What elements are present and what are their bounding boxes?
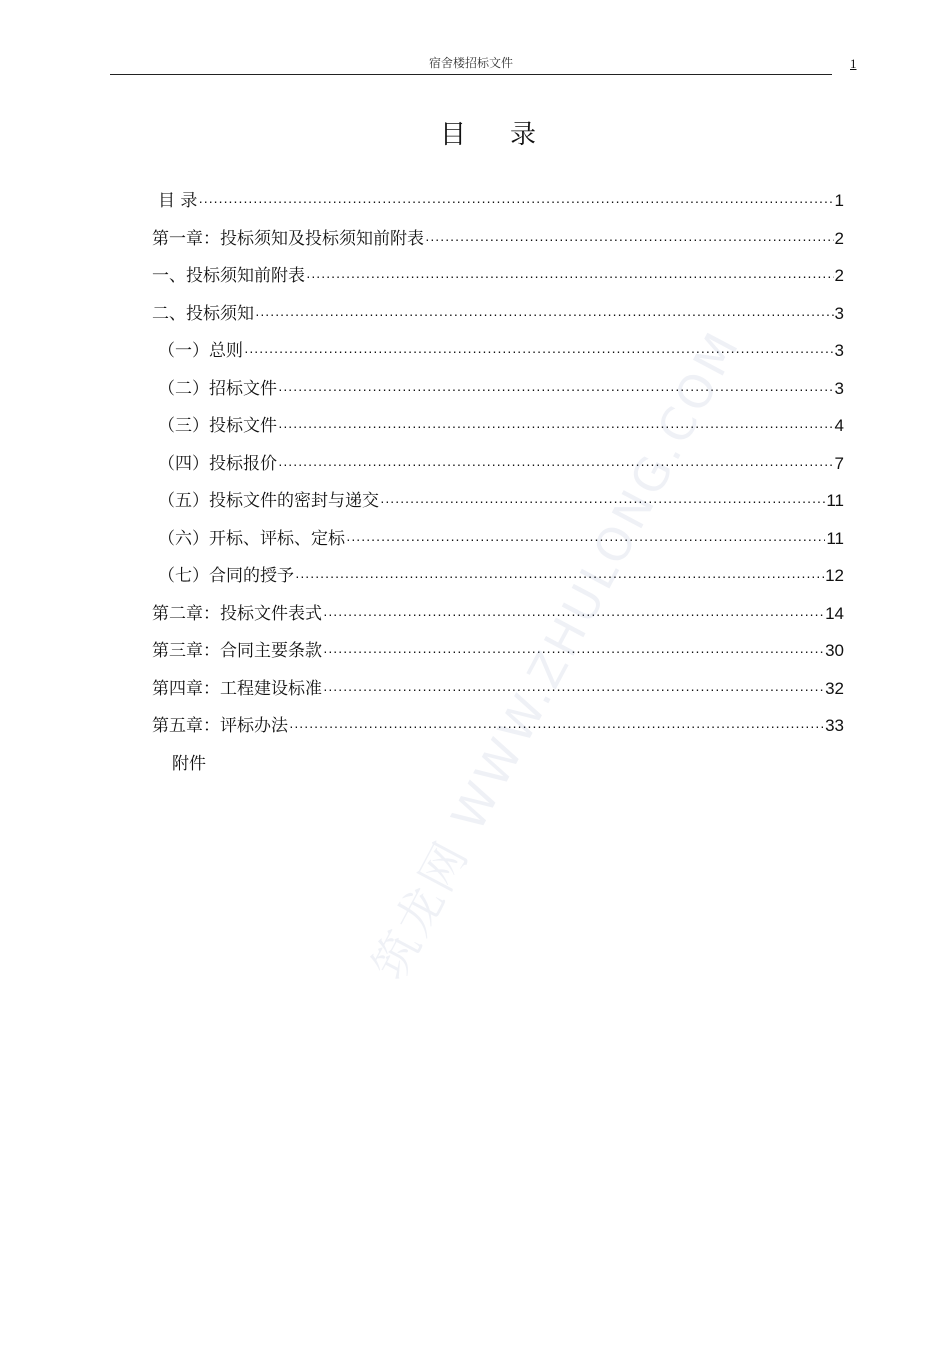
page-number: 1 bbox=[850, 56, 857, 71]
toc-entry-page: 33 bbox=[825, 716, 844, 735]
toc-entry[interactable] bbox=[152, 261, 844, 299]
watermark: 筑龙网 WWW.ZHULONG.COM bbox=[361, 320, 751, 989]
toc-entry-label: （五）投标文件的密封与递交 bbox=[158, 491, 379, 511]
toc-entry-label: 二、投标须知 bbox=[152, 303, 254, 324]
toc-entry-label: 第二章：投标文件表式 bbox=[152, 603, 322, 624]
page-header bbox=[110, 54, 832, 75]
toc-entry-label: （二）招标文件 bbox=[158, 378, 277, 399]
toc-entry[interactable] bbox=[152, 599, 844, 637]
dot-leader bbox=[278, 456, 834, 472]
dot-leader bbox=[255, 306, 834, 322]
toc-title-right: 录 bbox=[510, 120, 537, 150]
toc-entry-label: （六）开标、评标、定标 bbox=[158, 528, 345, 549]
toc-entry-page: 7 bbox=[834, 453, 844, 473]
toc-entry-page: 3 bbox=[834, 378, 844, 398]
toc-entry[interactable] bbox=[152, 411, 844, 449]
dot-leader bbox=[198, 193, 833, 209]
dot-leader bbox=[278, 381, 834, 397]
toc-title-left: 目 bbox=[439, 120, 466, 150]
toc-title bbox=[0, 114, 950, 151]
toc-entry-label: 第五章：评标办法 bbox=[152, 716, 288, 736]
toc-entry[interactable] bbox=[152, 224, 844, 262]
toc-entry-page: 3 bbox=[834, 303, 844, 323]
toc-entry[interactable] bbox=[152, 449, 844, 487]
toc-entry-page: 30 bbox=[825, 641, 844, 660]
toc-entry-page: 1 bbox=[834, 191, 844, 210]
toc-entry[interactable] bbox=[152, 636, 844, 674]
toc-entry[interactable] bbox=[152, 299, 844, 337]
toc-entry-page: 14 bbox=[825, 603, 844, 623]
toc-entry[interactable] bbox=[152, 186, 844, 224]
header-title: 宿舍楼招标文件 bbox=[428, 56, 513, 70]
toc-entry-label: （四）投标报价 bbox=[158, 453, 277, 474]
toc-entry-page: 11 bbox=[826, 528, 844, 548]
dot-leader bbox=[278, 418, 834, 434]
toc-entry-label: （七）合同的授予 bbox=[158, 566, 294, 586]
toc-entry-page: 2 bbox=[834, 228, 844, 248]
toc-entry[interactable] bbox=[152, 524, 844, 562]
toc-entry-label: 一、投标须知前附表 bbox=[152, 266, 305, 286]
toc-entry-label: 目 录 bbox=[158, 191, 198, 211]
toc-entry[interactable] bbox=[152, 486, 844, 524]
toc-entry-label: 第一章：投标须知及投标须知前附表 bbox=[152, 228, 424, 249]
toc-entry-page: 12 bbox=[825, 566, 844, 585]
toc-entry-label: （三）投标文件 bbox=[158, 416, 277, 436]
toc-entry-page: 4 bbox=[834, 416, 844, 435]
toc-entry-page: 2 bbox=[834, 266, 844, 285]
toc-entry-page: 32 bbox=[825, 678, 844, 698]
toc-entry-page: 11 bbox=[826, 491, 844, 510]
toc-entry[interactable] bbox=[152, 561, 844, 599]
toc-entry-label: 第四章：工程建设标准 bbox=[152, 678, 322, 699]
toc-entry-page: 3 bbox=[834, 341, 844, 360]
toc-entry-label: （一）总则 bbox=[158, 341, 243, 361]
dot-leader bbox=[425, 231, 834, 247]
toc-entry[interactable] bbox=[152, 374, 844, 412]
dot-leader bbox=[289, 718, 824, 734]
dot-leader bbox=[306, 268, 834, 284]
appendix-label: 附件 bbox=[172, 753, 206, 774]
toc-entry-label: 第三章：合同主要条款 bbox=[152, 641, 322, 661]
